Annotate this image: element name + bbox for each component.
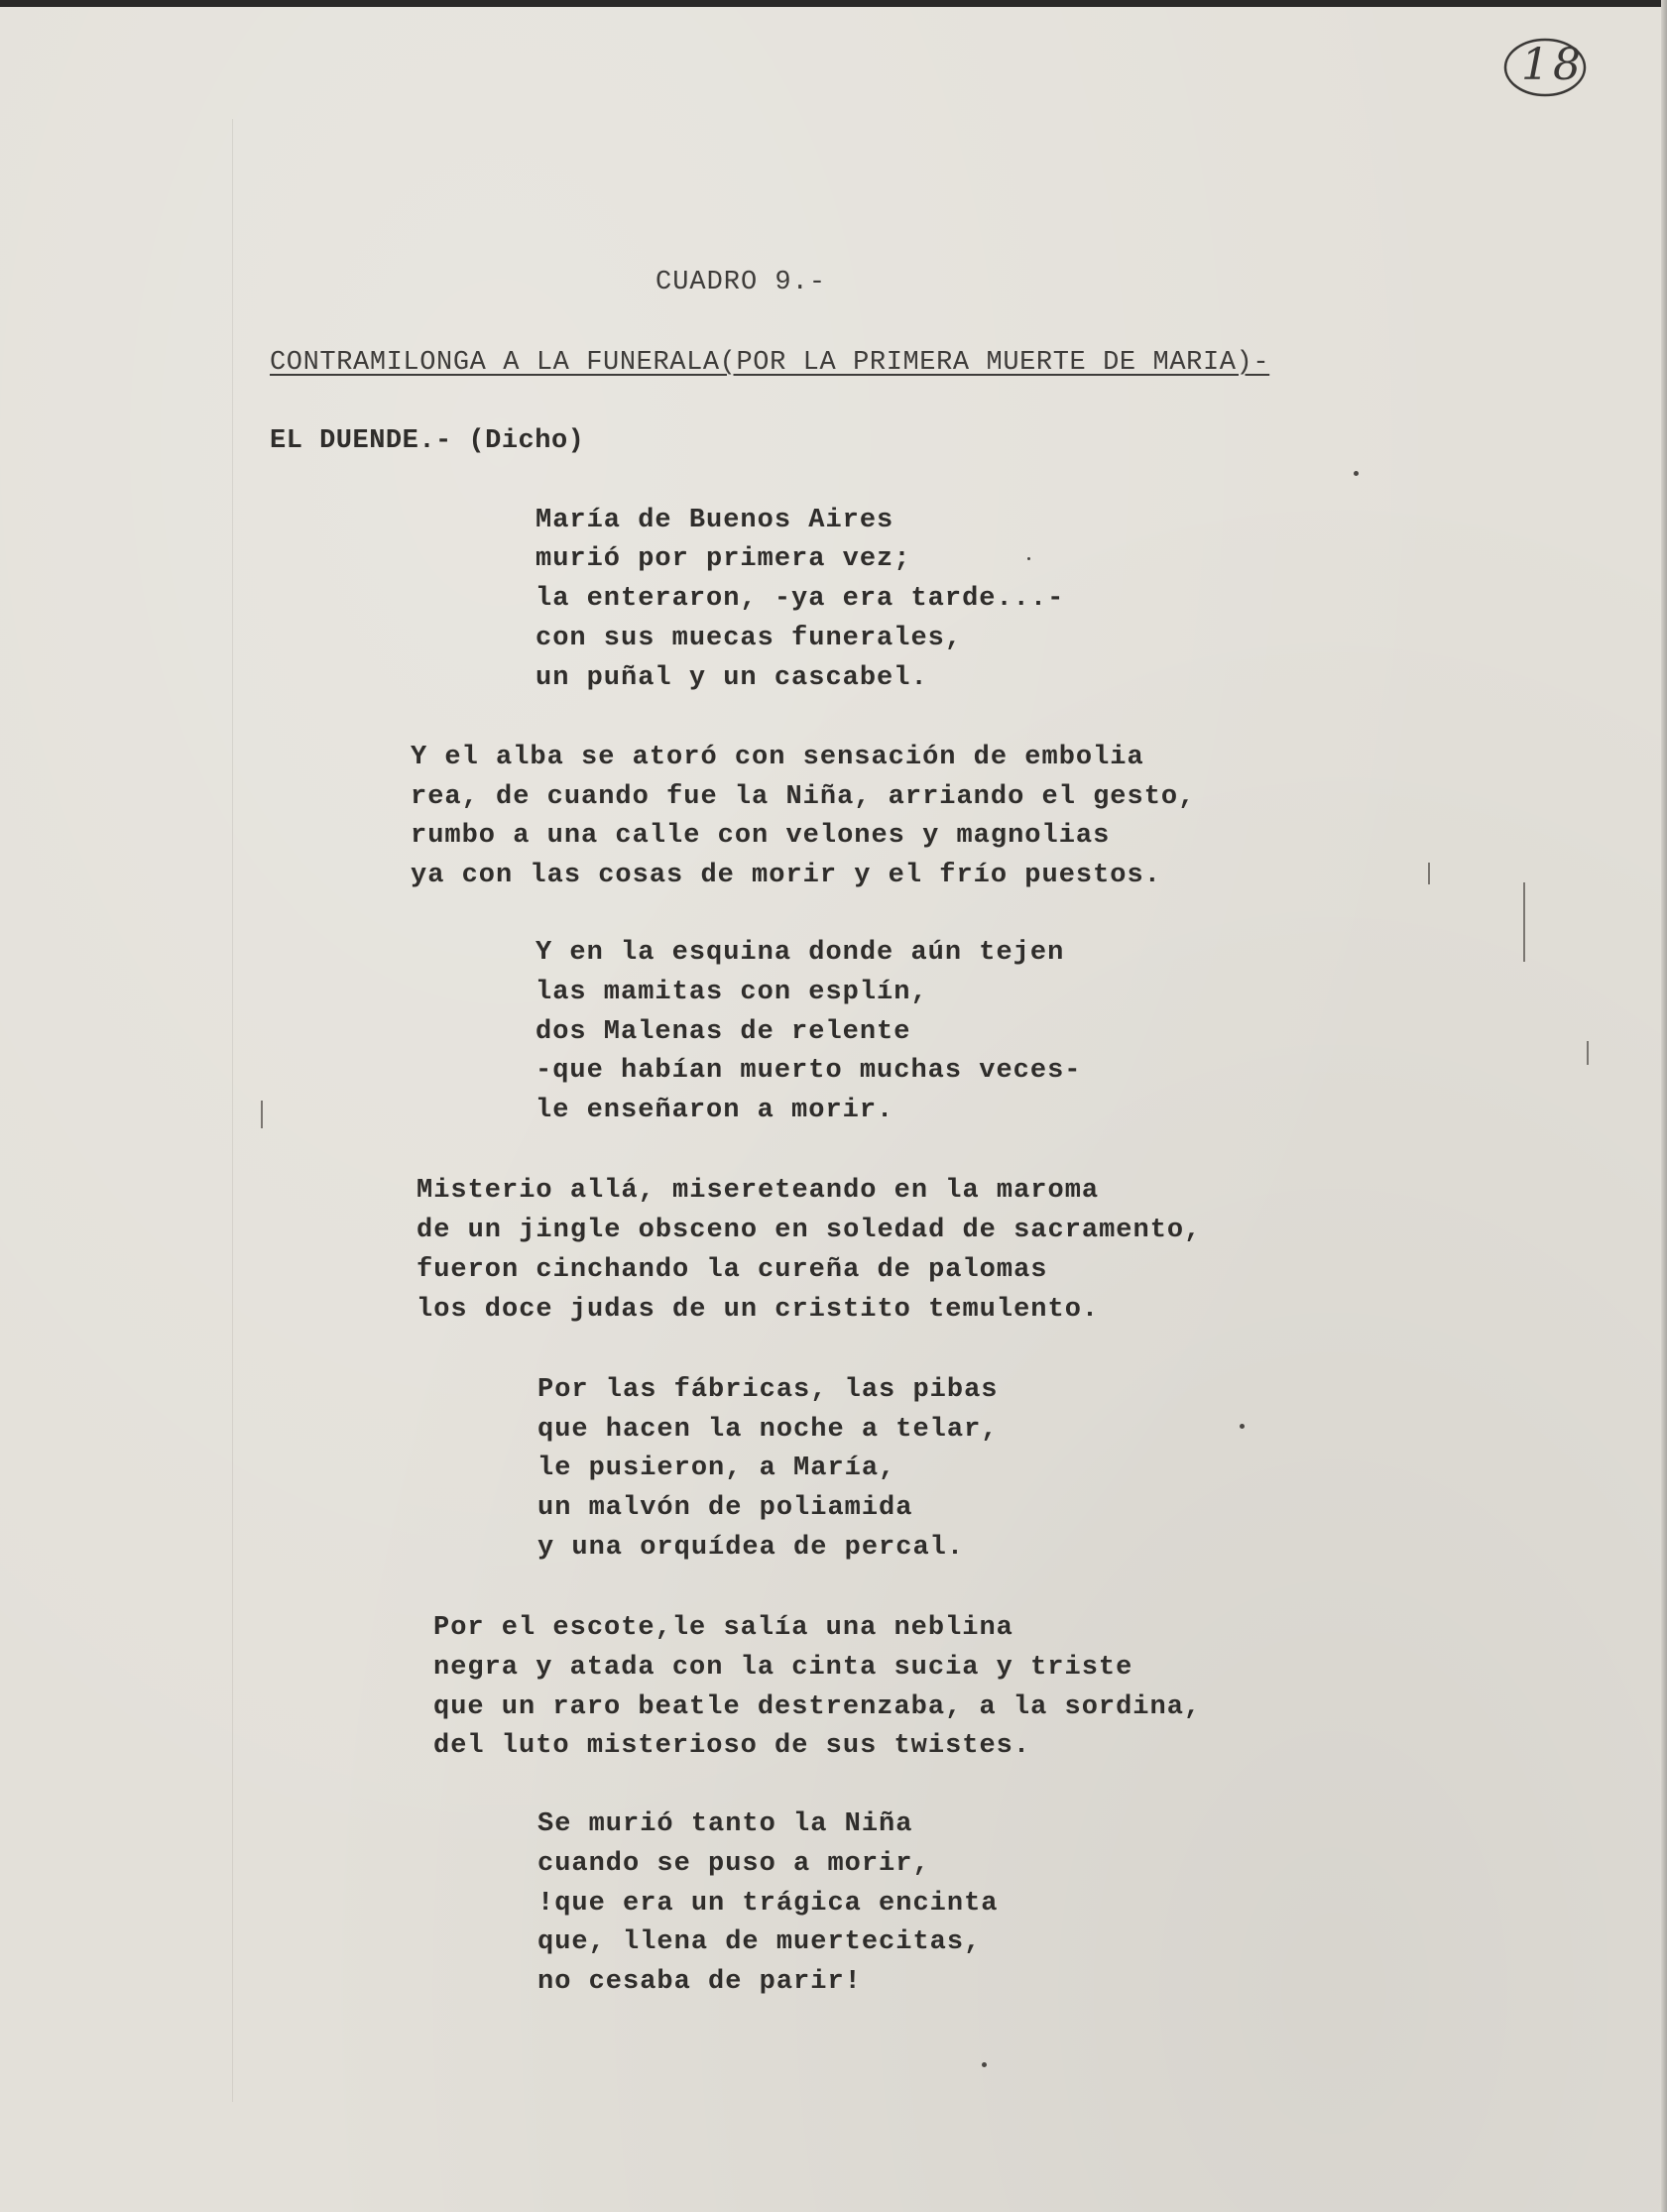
verse-line: le pusieron, a María, — [537, 1454, 896, 1483]
verse-line: fueron cinchando la cureña de palomas — [417, 1255, 1048, 1285]
page-number-text: 18 — [1521, 40, 1585, 90]
verse-line: Por el escote,le salía una neblina — [433, 1613, 1013, 1643]
margin-mark — [1428, 863, 1430, 884]
song-title: CONTRAMILONGA A LA FUNERALA(POR LA PRIMERA MUERTE DE MARIA)- — [270, 348, 1270, 378]
verse-line: Misterio allá, misereteando en la maroma — [417, 1176, 1100, 1206]
ink-speck — [1240, 1424, 1245, 1429]
verse-line: negra y atada con la cinta sucia y triste — [433, 1653, 1133, 1683]
verse-line: los doce judas de un cristito temulento. — [417, 1295, 1100, 1325]
verse-line: rumbo a una calle con velones y magnolias — [411, 821, 1111, 851]
ink-speck — [1027, 557, 1030, 560]
verse-line: rea, de cuando fue la Niña, arriando el gesto, — [411, 782, 1196, 812]
verse-line: que un raro beatle destrenzaba, a la sordina, — [433, 1692, 1202, 1722]
verse-line: del luto misterioso de sus twistes. — [433, 1731, 1031, 1761]
margin-mark — [261, 1101, 263, 1128]
verse-line: que hacen la noche a telar, — [537, 1415, 999, 1445]
verse-line: con sus muecas funerales, — [536, 624, 963, 653]
verse-line: un puñal y un cascabel. — [536, 663, 928, 693]
verse-line: un malvón de poliamida — [537, 1493, 913, 1523]
ink-speck — [1354, 471, 1359, 476]
verse-line: Se murió tanto la Niña — [537, 1809, 913, 1839]
verse-line: las mamitas con esplín, — [536, 978, 928, 1007]
speaker-label: EL DUENDE.- (Dicho) — [270, 426, 585, 456]
verse-line: dos Malenas de relente — [536, 1017, 911, 1047]
margin-mark — [1523, 882, 1525, 962]
verse-line: y una orquídea de percal. — [537, 1533, 965, 1563]
scan-right-edge — [1661, 0, 1667, 2212]
verse-line: le enseñaron a morir. — [536, 1096, 894, 1125]
verse-line: !que era un trágica encinta — [537, 1889, 999, 1919]
scan-top-edge — [0, 0, 1667, 7]
margin-mark — [1587, 1041, 1589, 1065]
handwritten-page-number — [1499, 34, 1591, 101]
verse-line: no cesaba de parir! — [537, 1967, 862, 1997]
verse-line: que, llena de muertecitas, — [537, 1927, 982, 1957]
verse-line: murió por primera vez; — [536, 544, 911, 574]
verse-line: -que habían muerto muchas veces- — [536, 1056, 1082, 1086]
verse-line: Y el alba se atoró con sensación de embolia — [411, 743, 1144, 772]
verse-line: Por las fábricas, las pibas — [537, 1375, 999, 1405]
verse-line: María de Buenos Aires — [536, 506, 894, 535]
ink-speck — [982, 2062, 987, 2067]
paper-fold-line — [232, 119, 233, 2102]
verse-line: de un jingle obsceno en soledad de sacramento, — [417, 1216, 1202, 1245]
verse-line: Y en la esquina donde aún tejen — [536, 938, 1065, 968]
section-heading: CUADRO 9.- — [655, 268, 827, 297]
verse-line: la enteraron, -ya era tarde...- — [536, 584, 1065, 614]
verse-line: cuando se puso a morir, — [537, 1849, 930, 1879]
verse-line: ya con las cosas de morir y el frío puestos. — [411, 861, 1161, 890]
